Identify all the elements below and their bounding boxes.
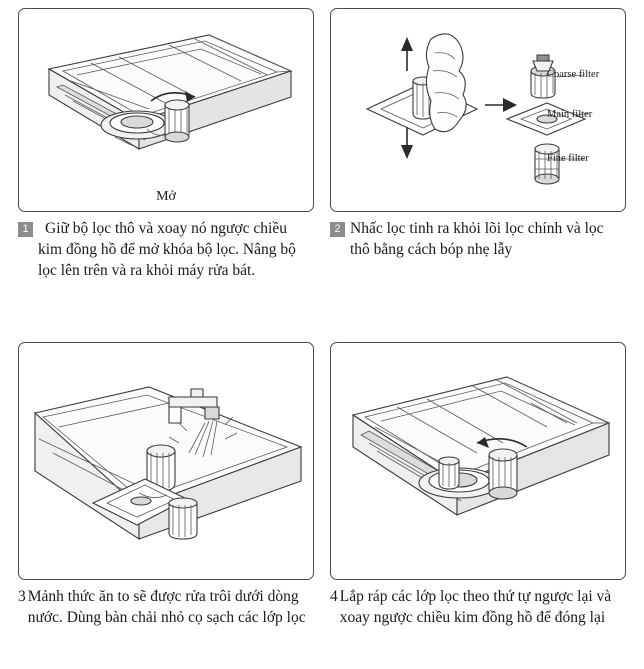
coarse-filter-label: Coarse filter <box>547 69 600 80</box>
caption-text-3: Mảnh thức ăn to sẽ được rửa trôi dưới dòng nước. Dùng bàn chải nhỏ cọ sạch các lớp lọc <box>27 588 306 626</box>
panel-grid <box>18 8 630 668</box>
fine-filter-label: Fine filter <box>547 153 589 164</box>
panel-4 <box>330 342 626 668</box>
figure-label-open: Mở <box>156 189 176 204</box>
reassemble-filter-diagram <box>330 342 626 580</box>
main-filter-label: Main filter <box>547 109 593 120</box>
step-number-3: 3 <box>18 588 26 605</box>
step-number-1: 1 <box>18 222 33 237</box>
step-number-2: 2 <box>330 222 345 237</box>
panel-2 <box>330 8 626 334</box>
dishwasher-filter-open-diagram <box>18 8 314 212</box>
caption-text-4: Lắp ráp các lớp lọc theo thứ tự ngược lại và xoay ngược chiều kim đồng hồ để đóng lại <box>339 588 612 626</box>
caption-text-1: Giữ bộ lọc thô và xoay nó ngược chiều kim đồng hồ để mở khóa bộ lọc. Nâng bộ lọc lên trên và ra khỏi máy rửa bát. <box>38 220 296 279</box>
caption-4 <box>330 587 626 629</box>
panel-1 <box>18 8 314 334</box>
caption-text-2: Nhấc lọc tinh ra khỏi lõi lọc chính và lọc thô bằng cách bóp nhẹ lẫy <box>350 220 604 258</box>
rinse-filter-under-tap-diagram <box>18 342 314 580</box>
step-number-4: 4 <box>330 588 338 605</box>
caption-3 <box>18 587 314 629</box>
caption-2 <box>330 219 626 261</box>
panel-3 <box>18 342 314 668</box>
caption-1 <box>18 219 314 281</box>
filter-exploded-parts-diagram <box>330 8 626 212</box>
